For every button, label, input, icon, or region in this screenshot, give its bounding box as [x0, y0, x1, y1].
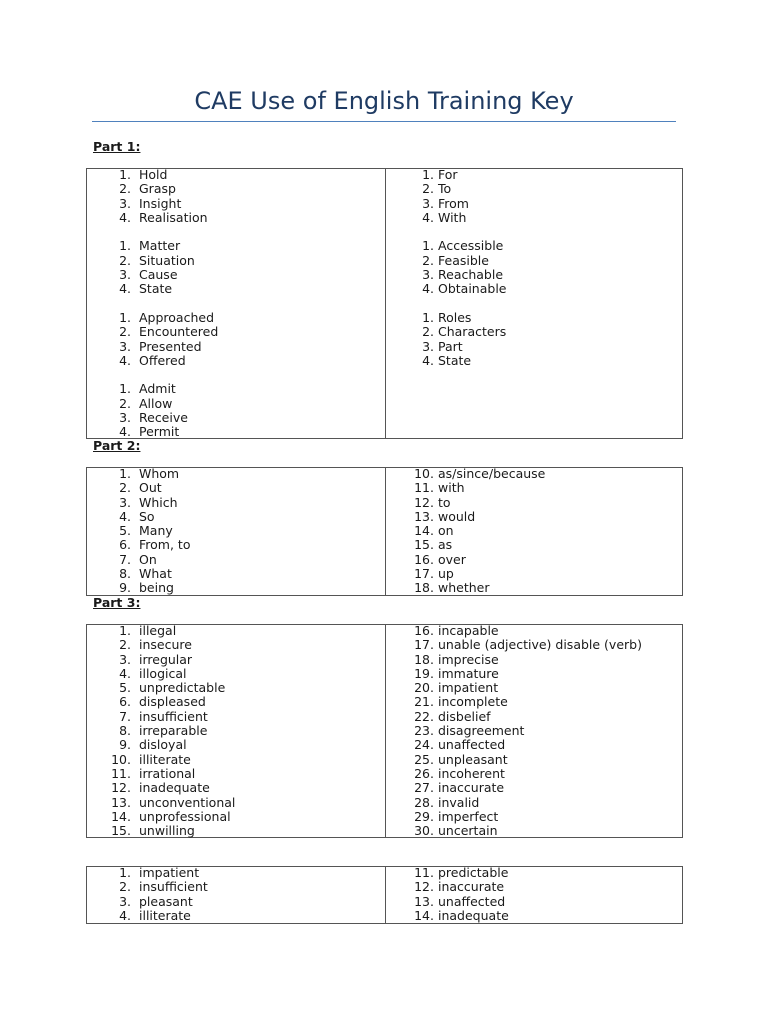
- list-item: [86, 354, 507, 368]
- list-item: [86, 467, 545, 481]
- item-number: 2.: [119, 480, 131, 496]
- answer-text: unconventional: [139, 794, 236, 810]
- answer-text: on: [438, 523, 454, 539]
- answer-text: Obtainable: [438, 281, 507, 297]
- list-item: [86, 796, 642, 810]
- answer-text: Feasible: [438, 252, 489, 268]
- item-number: 12.: [414, 494, 434, 510]
- item-number: 9.: [119, 580, 131, 596]
- item-number: 3.: [422, 195, 434, 211]
- answer-text: disagreement: [438, 723, 525, 739]
- item-number: 29.: [414, 808, 434, 824]
- item-number: 2.: [422, 252, 434, 268]
- list-item: [86, 581, 545, 595]
- list-item: [86, 411, 218, 425]
- list-item: [86, 909, 509, 923]
- answer-text: Receive: [139, 410, 188, 426]
- list-item: [86, 895, 509, 909]
- answer-text: Whom: [139, 466, 180, 481]
- item-number: 4.: [119, 424, 131, 440]
- item-number: 18.: [414, 580, 434, 596]
- part2-right-column: [86, 467, 545, 596]
- answer-text: With: [438, 209, 467, 225]
- answer-text: Many: [139, 523, 173, 539]
- part3-heading: Part 3:: [93, 595, 141, 610]
- list-item: [86, 824, 642, 838]
- item-number: 1.: [422, 238, 434, 254]
- item-number: 5.: [119, 680, 131, 696]
- answer-text: unwilling: [139, 823, 195, 839]
- answer-text: illiterate: [139, 751, 191, 767]
- item-number: 19.: [414, 665, 434, 681]
- answer-text: Permit: [139, 424, 180, 440]
- item-number: 3.: [119, 410, 131, 426]
- item-number: 14.: [414, 907, 434, 923]
- item-number: 4.: [119, 209, 131, 225]
- answer-text: impatient: [438, 680, 499, 696]
- answer-text: What: [139, 566, 172, 582]
- answer-text: Matter: [139, 238, 181, 254]
- item-number: 11.: [414, 480, 434, 496]
- item-number: 2.: [422, 324, 434, 340]
- item-number: 3.: [119, 893, 131, 909]
- item-number: 12.: [111, 780, 131, 796]
- answer-text: whether: [438, 580, 490, 596]
- answer-text: Offered: [139, 352, 186, 368]
- item-number: 15.: [111, 823, 131, 839]
- item-number: 4.: [119, 352, 131, 368]
- answer-text: incomplete: [438, 694, 508, 710]
- group-spacer: [86, 225, 507, 239]
- item-number: 13.: [414, 508, 434, 524]
- answer-text: illiterate: [139, 907, 191, 923]
- answer-text: Accessible: [438, 238, 504, 254]
- answer-text: inaccurate: [438, 879, 505, 895]
- group-spacer: [86, 297, 507, 311]
- item-number: 1.: [119, 865, 131, 880]
- answer-text: as/since/because: [438, 466, 546, 481]
- item-number: 4.: [119, 907, 131, 923]
- document-title: CAE Use of English Training Key: [194, 87, 574, 115]
- item-number: 4.: [422, 352, 434, 368]
- answer-text: irregular: [139, 651, 193, 667]
- answer-text: disbelief: [438, 708, 491, 724]
- item-number: 1.: [119, 381, 131, 397]
- answer-text: Part: [438, 338, 463, 354]
- item-number: 4.: [119, 281, 131, 297]
- list-item: [86, 781, 642, 795]
- item-number: 1.: [119, 238, 131, 254]
- list-item: [86, 340, 507, 354]
- item-number: 8.: [119, 723, 131, 739]
- answer-text: To: [438, 181, 452, 197]
- part4-right-column: [86, 866, 509, 923]
- item-number: 11.: [414, 865, 434, 880]
- list-item: [86, 496, 545, 510]
- item-number: 1.: [119, 309, 131, 325]
- list-item: [86, 810, 642, 824]
- answer-text: uncertain: [438, 823, 498, 839]
- item-number: 1.: [119, 466, 131, 481]
- answer-text: From: [438, 195, 469, 211]
- title-underline: [92, 121, 676, 122]
- item-number: 28.: [414, 794, 434, 810]
- item-number: 11.: [111, 765, 131, 781]
- answer-text: Hold: [139, 167, 168, 182]
- item-number: 17.: [414, 637, 434, 653]
- answer-text: up: [438, 566, 454, 582]
- list-item: [86, 710, 642, 724]
- list-item: [86, 767, 642, 781]
- answer-text: incapable: [438, 623, 499, 638]
- answer-text: would: [438, 508, 476, 524]
- item-number: 22.: [414, 708, 434, 724]
- answer-text: unable (adjective) disable (verb): [438, 637, 642, 653]
- part1-right-column: [86, 168, 507, 368]
- item-number: 2.: [119, 252, 131, 268]
- item-number: 10.: [111, 751, 131, 767]
- group-spacer: [86, 368, 218, 382]
- list-item: [86, 567, 545, 581]
- answer-text: irrational: [139, 765, 196, 781]
- item-number: 15.: [414, 537, 434, 553]
- item-number: 14.: [111, 808, 131, 824]
- answer-text: over: [438, 551, 466, 567]
- item-number: 7.: [119, 551, 131, 567]
- item-number: 21.: [414, 694, 434, 710]
- list-item: [86, 524, 545, 538]
- answer-text: incoherent: [438, 765, 505, 781]
- item-number: 1.: [119, 623, 131, 638]
- item-number: 2.: [422, 181, 434, 197]
- item-number: 26.: [414, 765, 434, 781]
- item-number: 3.: [119, 267, 131, 283]
- list-item: [86, 880, 509, 894]
- list-item: [86, 624, 642, 638]
- item-number: 3.: [422, 338, 434, 354]
- item-number: 13.: [414, 893, 434, 909]
- item-number: 1.: [119, 167, 131, 182]
- answer-text: disloyal: [139, 737, 187, 753]
- list-item: [86, 866, 509, 880]
- answer-text: unpredictable: [139, 680, 226, 696]
- answer-text: displeased: [139, 694, 206, 710]
- item-number: 18.: [414, 651, 434, 667]
- list-item: [86, 182, 507, 196]
- item-number: 8.: [119, 566, 131, 582]
- item-number: 2.: [119, 181, 131, 197]
- list-item: [86, 481, 545, 495]
- item-number: 2.: [119, 879, 131, 895]
- item-number: 7.: [119, 708, 131, 724]
- answer-text: insecure: [139, 637, 192, 653]
- item-number: 27.: [414, 780, 434, 796]
- item-number: 5.: [119, 523, 131, 539]
- item-number: 3.: [119, 338, 131, 354]
- answer-text: Cause: [139, 267, 178, 283]
- item-number: 23.: [414, 723, 434, 739]
- answer-text: immature: [438, 665, 499, 681]
- item-number: 24.: [414, 737, 434, 753]
- answer-text: Approached: [139, 309, 215, 325]
- list-item: [86, 197, 507, 211]
- list-item: [86, 538, 545, 552]
- list-item: [86, 681, 642, 695]
- answer-text: unaffected: [438, 737, 506, 753]
- list-item: [86, 638, 642, 652]
- answer-text: irreparable: [139, 723, 208, 739]
- item-number: 4.: [119, 508, 131, 524]
- answer-text: insufficient: [139, 708, 208, 724]
- answer-text: Insight: [139, 195, 182, 211]
- answer-text: Encountered: [139, 324, 219, 340]
- list-item: [86, 268, 507, 282]
- item-number: 6.: [119, 694, 131, 710]
- item-number: 25.: [414, 751, 434, 767]
- item-number: 1.: [422, 309, 434, 325]
- item-number: 12.: [414, 879, 434, 895]
- item-number: 4.: [422, 281, 434, 297]
- item-number: 20.: [414, 680, 434, 696]
- item-number: 3.: [119, 651, 131, 667]
- answer-text: State: [139, 281, 173, 297]
- answer-text: unpleasant: [438, 751, 508, 767]
- answer-text: So: [139, 508, 155, 524]
- item-number: 3.: [119, 494, 131, 510]
- answer-text: imperfect: [438, 808, 499, 824]
- item-number: 3.: [422, 267, 434, 283]
- answer-text: illogical: [139, 665, 187, 681]
- item-number: 6.: [119, 537, 131, 553]
- item-number: 4.: [422, 209, 434, 225]
- list-item: [86, 254, 507, 268]
- item-number: 9.: [119, 737, 131, 753]
- answer-text: Reachable: [438, 267, 504, 283]
- list-item: [86, 311, 507, 325]
- list-item: [86, 695, 642, 709]
- list-item: [86, 168, 507, 182]
- item-number: 30.: [414, 823, 434, 839]
- answer-text: with: [438, 480, 465, 496]
- answer-text: predictable: [438, 865, 509, 880]
- answer-text: Roles: [438, 309, 472, 325]
- item-number: 16.: [414, 623, 434, 638]
- answer-text: inadequate: [438, 907, 509, 923]
- list-item: [86, 553, 545, 567]
- answer-text: State: [438, 352, 472, 368]
- answer-text: illegal: [139, 623, 177, 638]
- answer-text: Allow: [139, 395, 173, 411]
- answer-text: For: [438, 167, 458, 182]
- item-number: 16.: [414, 551, 434, 567]
- item-number: 14.: [414, 523, 434, 539]
- list-item: [86, 282, 507, 296]
- answer-text: inadequate: [139, 780, 210, 796]
- answer-text: Characters: [438, 324, 507, 340]
- part2-heading: Part 2:: [93, 438, 141, 453]
- answer-text: Out: [139, 480, 162, 496]
- answer-text: Admit: [139, 381, 176, 397]
- answer-text: From, to: [139, 537, 191, 553]
- list-item: [86, 653, 642, 667]
- list-item: [86, 211, 507, 225]
- answer-text: invalid: [438, 794, 480, 810]
- list-item: [86, 753, 642, 767]
- answer-text: to: [438, 494, 451, 510]
- answer-text: as: [438, 537, 453, 553]
- list-item: [86, 325, 507, 339]
- item-number: 13.: [111, 794, 131, 810]
- item-number: 2.: [119, 637, 131, 653]
- list-item: [86, 738, 642, 752]
- list-item: [86, 382, 218, 396]
- answer-text: being: [139, 580, 174, 596]
- answer-text: On: [139, 551, 157, 567]
- list-item: [86, 397, 218, 411]
- item-number: 17.: [414, 566, 434, 582]
- item-number: 10.: [414, 466, 434, 481]
- answer-text: Which: [139, 494, 178, 510]
- item-number: 4.: [119, 665, 131, 681]
- list-item: [86, 724, 642, 738]
- part1-heading: Part 1:: [93, 139, 141, 154]
- list-item: [86, 239, 507, 253]
- answer-text: pleasant: [139, 893, 193, 909]
- list-item: [86, 667, 642, 681]
- part3-right-column: [86, 624, 642, 838]
- answer-text: Situation: [139, 252, 195, 268]
- item-number: 2.: [119, 324, 131, 340]
- answer-text: unaffected: [438, 893, 506, 909]
- item-number: 1.: [422, 167, 434, 182]
- answer-text: Grasp: [139, 181, 176, 197]
- list-item: [86, 510, 545, 524]
- answer-text: unprofessional: [139, 808, 231, 824]
- answer-text: inaccurate: [438, 780, 505, 796]
- answer-text: imprecise: [438, 651, 499, 667]
- item-number: 2.: [119, 395, 131, 411]
- item-number: 3.: [119, 195, 131, 211]
- answer-text: Realisation: [139, 209, 208, 225]
- answer-text: insufficient: [139, 879, 208, 895]
- answer-text: Presented: [139, 338, 202, 354]
- answer-text: impatient: [139, 865, 200, 880]
